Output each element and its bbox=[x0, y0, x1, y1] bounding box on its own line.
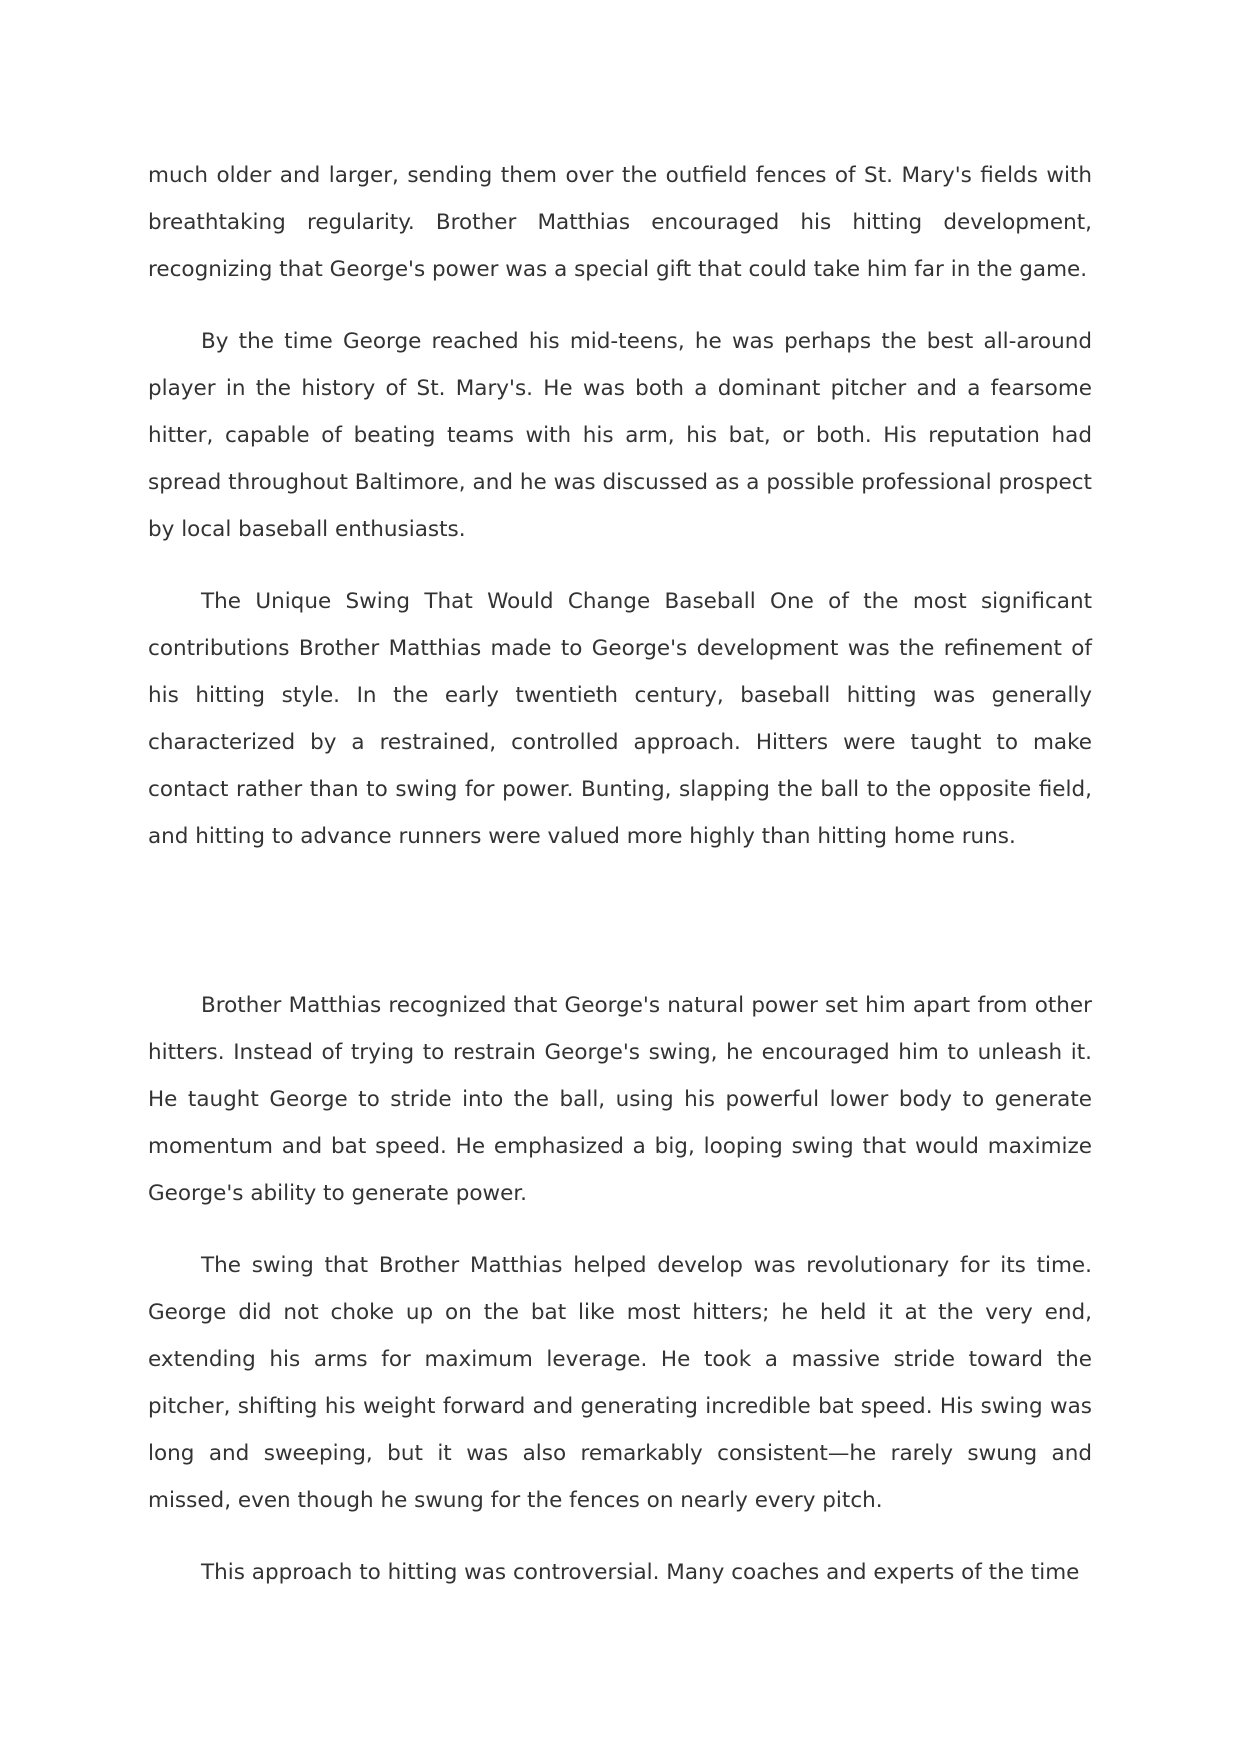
paragraph: Brother Matthias recognized that George's natural power set him apart from other hitters. Instead of trying to restrain George's swing, he encouraged him to unleash it. He taught George to stride into the ball, using his powerful lower body to generate momentum and bat speed. He emphasized a big, looping swing that would maximize George's ability to generate power. bbox=[148, 993, 1092, 1206]
paragraph-partial: This approach to hitting was controversial. Many coaches and experts of the time bbox=[201, 1560, 1080, 1585]
paragraph: The swing that Brother Matthias helped develop was revolutionary for its time. George did not choke up on the bat like most hitters; he held it at the very end, extending his arms for maximum leverage. He took a massive stride toward the pitcher, shifting his weight forward and generating incredible bat speed. His swing was long and sweeping, but it was also remarkably consistent—he rarely swung and missed, even though he swung for the fences on nearly every pitch. bbox=[148, 1253, 1092, 1513]
paragraph-continued: much older and larger, sending them over the outfield fences of St. Mary's fields with breathtaking regularity. Brother Matthias encouraged his hitting development, recognizing that George's power was a special gift that could take him far in the game. bbox=[148, 163, 1092, 282]
paragraph: The Unique Swing That Would Change Baseball One of the most significant contributions Brother Matthias made to George's development was the refinement of his hitting style. In the early twentieth century, baseball hitting was generally characterized by a restrained, controlled approach. Hitters were taught to make contact rather than to swing for power. Bunting, slapping the ball to the opposite field, and hitting to advance runners were valued more highly than hitting home runs. bbox=[148, 589, 1092, 849]
section-gap bbox=[148, 885, 1092, 982]
document-body bbox=[148, 152, 1092, 1621]
paragraph: By the time George reached his mid-teens, he was perhaps the best all-around player in the history of St. Mary's. He was both a dominant pitcher and a fearsome hitter, capable of beating teams with his arm, his bat, or both. His reputation had spread throughout Baltimore, and he was discussed as a possible professional prospect by local baseball enthusiasts. bbox=[148, 329, 1092, 542]
